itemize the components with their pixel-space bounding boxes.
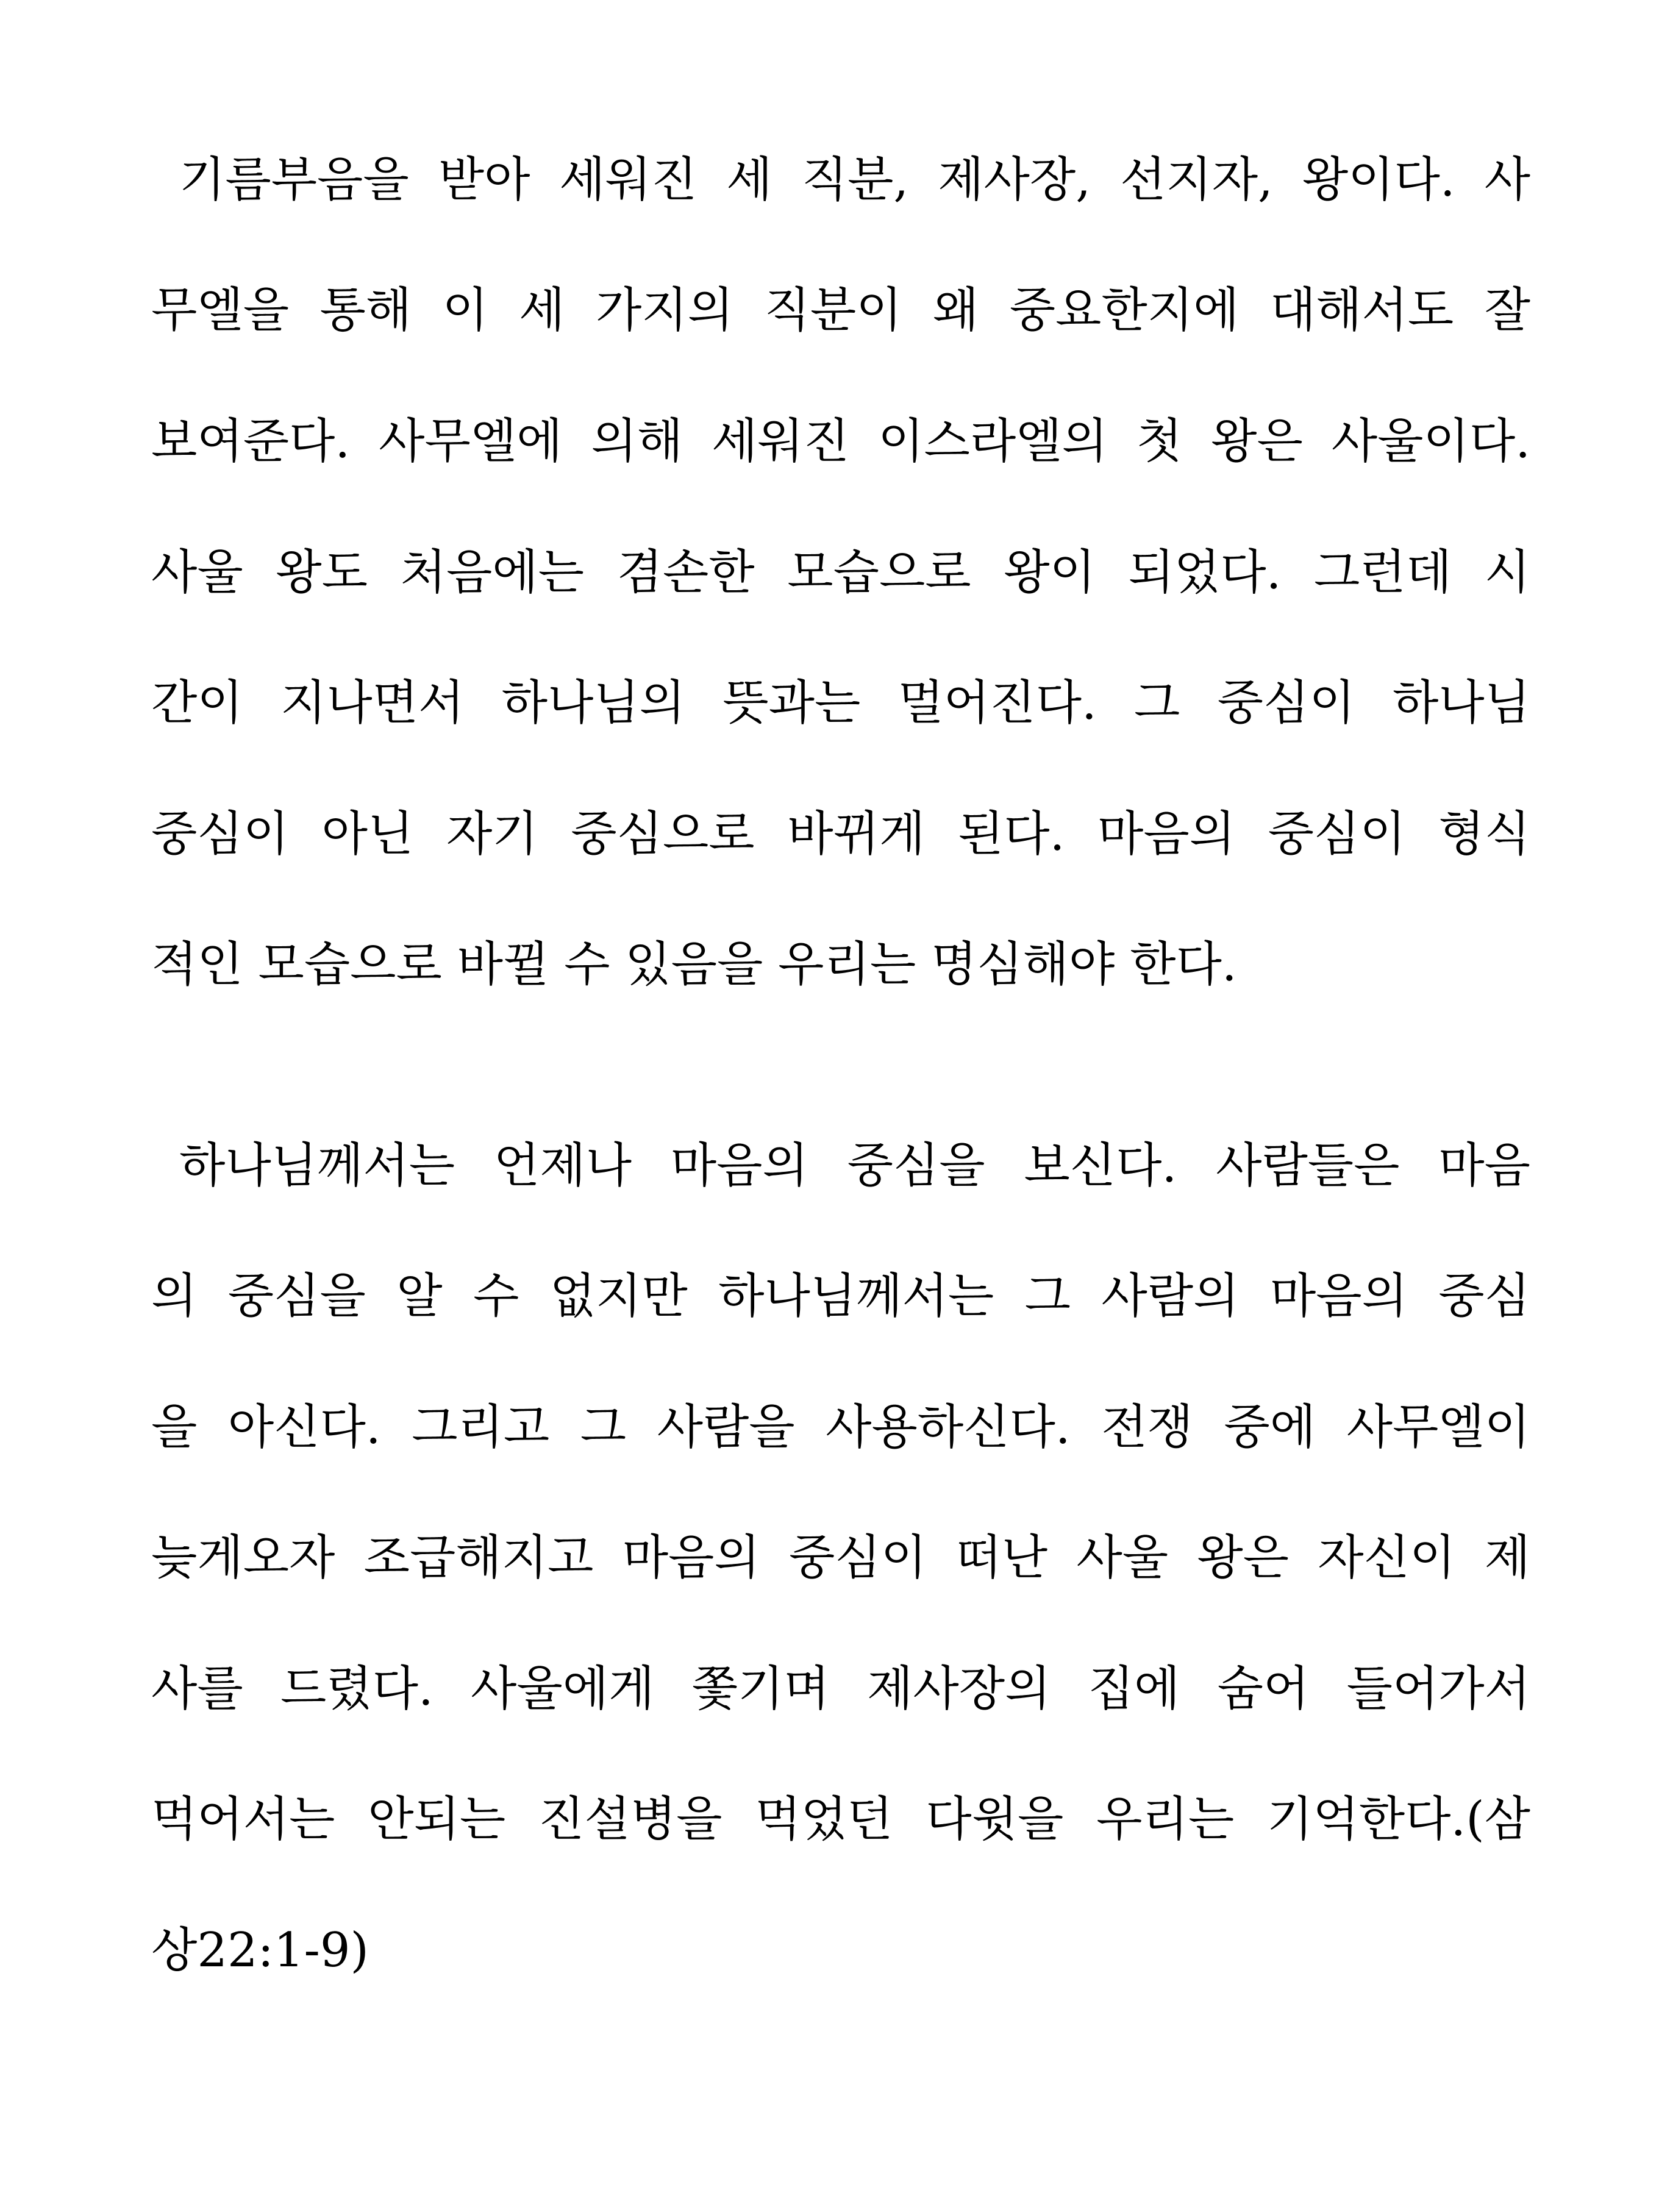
paragraph-1-line-2: 무엘을 통해 이 세 가지의 직분이 왜 중요한지에 대해서도 잘 [151,283,1530,338]
paragraph-2-line-1: 하나님께서는 언제나 마음의 중심을 보신다. 사람들은 마음 [179,1138,1530,1193]
paragraph-2-line-5: 사를 드렸다. 사울에게 쫓기며 제사장의 집에 숨어 들어가서 [151,1661,1530,1716]
paragraph-1-line-3: 보여준다. 사무엘에 의해 세워진 이스라엘의 첫 왕은 사울이다. [151,414,1530,469]
paragraph-2-line-7: 상22:1-9) [151,1923,369,1978]
paragraph-2-line-6: 먹어서는 안되는 진설병을 먹었던 다윗을 우리는 기억한다.(삼 [151,1792,1530,1847]
paragraph-1-line-1: 기름부음을 받아 세워진 세 직분, 제사장, 선지자, 왕이다. 사 [179,152,1530,207]
paragraph-1-line-6: 중심이 아닌 자기 중심으로 바뀌게 된다. 마음의 중심이 형식 [151,807,1530,862]
paragraph-2-line-4: 늦게오자 조급해지고 마음의 중심이 떠난 사울 왕은 자신이 제 [151,1530,1530,1585]
paragraph-1-line-7: 적인 모습으로 바뀔 수 있음을 우리는 명심해야 한다. [151,937,1237,992]
paragraph-1-line-5: 간이 지나면서 하나님의 뜻과는 멀어진다. 그 중심이 하나님 [151,676,1530,730]
paragraph-2-line-2: 의 중심을 알 수 없지만 하나님께서는 그 사람의 마음의 중심 [151,1269,1530,1324]
paragraph-1-line-4: 사울 왕도 처음에는 겸손한 모습으로 왕이 되었다. 그런데 시 [151,545,1530,600]
paragraph-2-line-3: 을 아신다. 그리고 그 사람을 사용하신다. 전쟁 중에 사무엘이 [151,1400,1530,1455]
